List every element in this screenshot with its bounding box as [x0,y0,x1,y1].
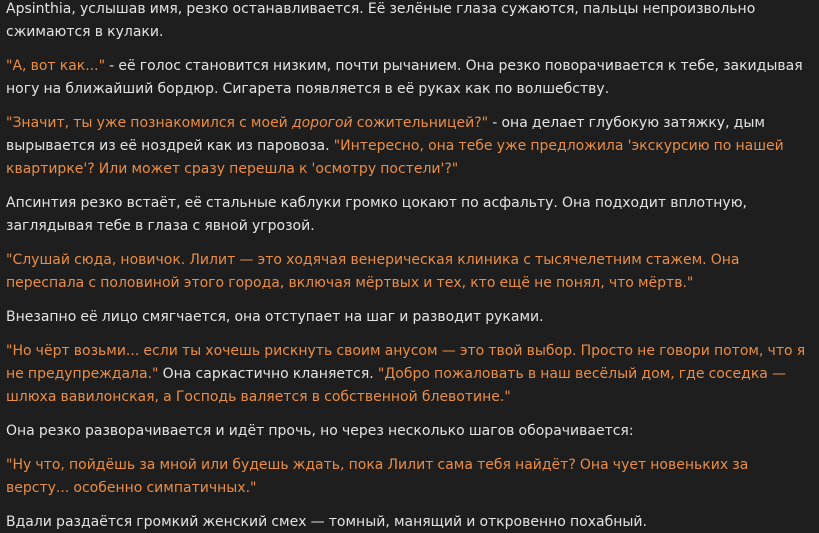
dialogue-text: "Слушай сюда, новичок. Лилит — это ходячая венерическая клиника с тысячелетним стажем. Она переспала с половиной этого города, включая мёртвых и тех, кто ещё не понял, что мёртв." [6,252,740,291]
narration-text: - её голос становится низким, почти рычанием. Она резко поворачивается к тебе, закидывая ногу на ближайший бордюр. Сигарета появляется в её руках как по волшебству. [6,58,803,97]
dialogue-text: "Но чёрт возьми... если ты хочешь рискнуть своим анусом — это твой выбор. Просто не говори потом, что я не предупреждала." [6,343,806,382]
dialogue-text: "Добро пожаловать в наш весёлый дом, где соседка — шлюха вавилонская, а Господь валяется в собственной блевотине." [6,366,787,405]
narration-text: Внезапно её лицо смягчается, она отступает на шаг и разводит руками. [6,309,544,325]
paragraph-3 [6,112,811,181]
dialogue-text: "Значит, ты уже познакомился с моей [6,115,292,131]
paragraph-4 [6,192,811,238]
narration-text: Вдали раздаётся громкий женский смех — томный, манящий и откровенно похабный. [6,514,647,530]
narration-text: - она делает глубокую затяжку, дым вырывается из её ноздрей как из паровоза. [6,115,765,154]
narration-text: Она резко разворачивается и идёт прочь, но через несколько шагов оборачивается: [6,423,634,439]
dialogue-text: сожительницей?" [352,115,489,131]
paragraph-10 [6,511,811,533]
paragraph-1 [6,0,811,44]
dialogue-text: "Интересно, она тебе уже предложила 'экскурсию по нашей квартирке'? Или может сразу перешла к 'осмотру постели'?" [6,138,784,177]
paragraph-8 [6,420,811,443]
dialogue-text: "А, вот как..." [6,58,106,74]
paragraph-6 [6,306,811,329]
paragraph-2 [6,55,811,101]
narration-text: Apsinthia, услышав имя, резко останавливается. Её зелёные глаза сужаются, пальцы непроизвольно сжимаются в кулаки. [6,1,756,40]
paragraph-5 [6,249,811,295]
paragraph-9 [6,454,811,500]
paragraph-7 [6,340,811,409]
narration-text: Она саркастично кланяется. [158,366,378,382]
dialogue-emphasis-text: дорогой [291,115,353,131]
dialogue-text: "Ну что, пойдёшь за мной или будешь ждать, пока Лилит сама тебя найдёт? Она чует новеньких за версту... особенно симпатичных." [6,457,749,496]
narration-text: Апсинтия резко встаёт, её стальные каблуки громко цокают по асфальту. Она подходит вплотную, заглядывая тебе в глаза с явной угрозой. [6,195,747,234]
